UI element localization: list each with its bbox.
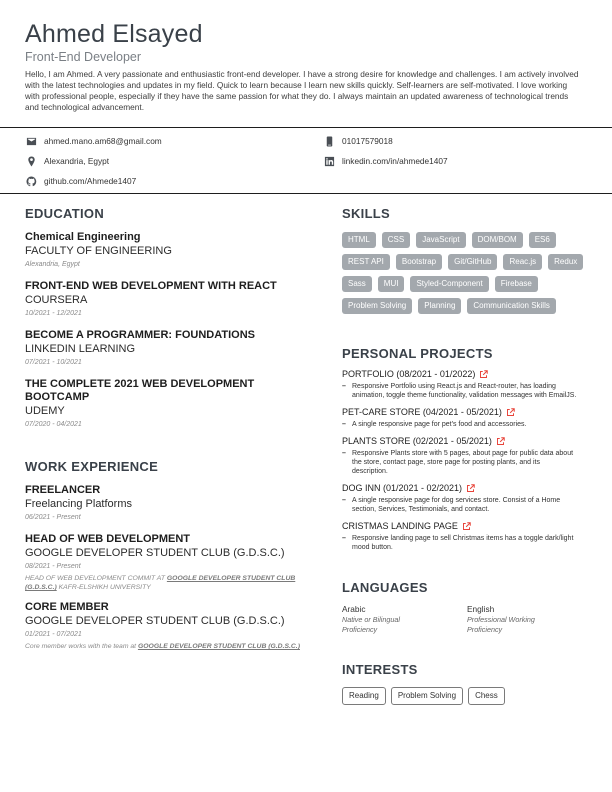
skill-tag: Firebase (495, 276, 538, 292)
job-title: FREELANCER (25, 484, 101, 496)
project-name: CRISTMAS LANDING PAGE (342, 521, 458, 531)
job-description (25, 574, 315, 592)
summary-text: Hello, I am Ahmed. A very passionate and enthusiastic front-end developer. I have a strong desire for knowledge and challenges. I am actively involved with the latest technologies and updates in my field. Quick to learn because I learn new skills quickly. Self-learners are self-motivated. I love working with professional people, especially if they have the same passion for what they do. I always maintain an updated awareness of technological trends and technological advancement. (25, 69, 579, 112)
education-item (25, 378, 315, 431)
school-name: UDEMY (25, 405, 65, 417)
skill-tag: ES6 (529, 232, 556, 248)
project-description (342, 420, 592, 429)
skills-heading: SKILLS (342, 206, 391, 221)
education-meta: 07/2020 - 04/2021 (25, 421, 82, 428)
project-description (342, 449, 592, 476)
skill-tag: CSS (382, 232, 410, 248)
bullet-dash: – (342, 383, 346, 390)
job-note-prefix: HEAD OF WEB DEVELOPMENT COMMIT AT (25, 575, 167, 582)
project-description-text: Responsive landing page to sell Christmas items has a toggle dark/light mood button. (352, 535, 574, 551)
contact-bar (0, 127, 612, 194)
candidate-name: Ahmed Elsayed (25, 20, 203, 48)
degree-title: FRONT-END WEB DEVELOPMENT WITH REACT (25, 280, 277, 292)
job-item (25, 533, 315, 592)
organization-link[interactable]: GOOGLE DEVELOPER STUDENT CLUB (G.D.S.C.) (25, 575, 296, 591)
personal-projects-heading: PERSONAL PROJECTS (342, 346, 493, 361)
degree-title: THE COMPLETE 2021 WEB DEVELOPMENT BOOTCAMP (25, 378, 255, 403)
education-meta: 10/2021 - 12/2021 (25, 310, 82, 317)
skill-tag: JavaScript (416, 232, 465, 248)
project-name: PORTFOLIO (08/2021 - 01/2022) (342, 369, 476, 379)
job-title: HEAD OF WEB DEVELOPMENT (25, 533, 191, 545)
interests-heading: INTERESTS (342, 662, 418, 677)
project-item (342, 436, 592, 476)
project-name: PET-CARE STORE (04/2021 - 05/2021) (342, 407, 502, 417)
skill-tag: Problem Solving (342, 298, 412, 314)
job-organization: GOOGLE DEVELOPER STUDENT CLUB (G.D.S.C.) (25, 615, 285, 627)
work-experience-heading: WORK EXPERIENCE (25, 459, 159, 474)
skill-tag: REST API (342, 254, 390, 270)
job-description (25, 642, 315, 651)
skill-tag: MUI (378, 276, 405, 292)
project-description (342, 382, 592, 400)
job-dates: 08/2021 - Present (25, 563, 81, 570)
bullet-dash: – (342, 535, 346, 542)
contact-location (25, 155, 109, 167)
language-item (342, 604, 467, 634)
language-name: Arabic (342, 604, 366, 614)
skill-tag: Bootstrap (396, 254, 442, 270)
skill-tag: Styled-Component (410, 276, 488, 292)
job-organization: Freelancing Platforms (25, 498, 132, 510)
bullet-dash: – (342, 421, 346, 428)
project-item (342, 483, 592, 514)
job-organization: GOOGLE DEVELOPER STUDENT CLUB (G.D.S.C.) (25, 547, 285, 559)
phone-text: 01017579018 (342, 136, 393, 146)
language-name: English (467, 604, 495, 614)
project-item (342, 369, 592, 400)
project-name: PLANTS STORE (02/2021 - 05/2021) (342, 436, 492, 446)
project-title-row[interactable] (342, 369, 592, 380)
interests-list (342, 687, 592, 705)
skill-tag: Communication Skills (467, 298, 555, 314)
interest-tag: Problem Solving (391, 687, 463, 705)
right-column (342, 206, 592, 705)
education-item (25, 280, 315, 320)
resume-header (25, 20, 590, 113)
interest-tag: Reading (342, 687, 386, 705)
candidate-role: Front-End Developer (25, 50, 142, 64)
github-icon (25, 175, 37, 187)
linkedin-icon (323, 155, 335, 167)
project-description-text: A single responsive page for pet's food and accessories. (352, 421, 527, 428)
degree-title: Chemical Engineering (25, 231, 141, 243)
skill-tag: Sass (342, 276, 372, 292)
education-item (25, 231, 315, 271)
languages-list (342, 604, 592, 634)
language-level: Professional Working Proficiency (467, 615, 535, 634)
bullet-dash: – (342, 497, 346, 504)
skill-tag: HTML (342, 232, 376, 248)
education-meta: Alexandria, Egypt (25, 261, 80, 268)
location-pin-icon (25, 155, 37, 167)
project-description-text: A single responsive page for dog services store. Consist of a Home section, Services, Testimonials, and contact. (352, 497, 561, 513)
project-description-text: Responsive Plants store with 5 pages, about page for public data about the store, contact page, store page for posting plants, and its description. (352, 450, 574, 475)
location-text: Alexandria, Egypt (44, 156, 110, 166)
education-item (25, 329, 315, 369)
degree-title: BECOME A PROGRAMMER: FOUNDATIONS (25, 329, 255, 341)
interest-tag: Chess (468, 687, 505, 705)
email-text: ahmed.mano.am68@gmail.com (44, 136, 162, 146)
envelope-icon (25, 135, 37, 147)
project-description (342, 496, 592, 514)
external-link-icon[interactable] (506, 408, 515, 417)
job-title: CORE MEMBER (25, 601, 109, 613)
job-note-prefix: Core member works with the team at (25, 643, 138, 650)
languages-heading: LANGUAGES (342, 580, 428, 595)
job-item (25, 484, 315, 524)
bullet-dash: – (342, 450, 346, 457)
project-title-row[interactable] (342, 521, 592, 532)
skill-tag: Planning (418, 298, 461, 314)
language-item (467, 604, 592, 634)
contact-email[interactable] (25, 135, 162, 147)
external-link-icon[interactable] (462, 522, 471, 531)
job-dates: 06/2021 - Present (25, 514, 81, 521)
education-meta: 07/2021 - 10/2021 (25, 359, 82, 366)
skill-tag: DOM/BOM (472, 232, 523, 248)
skill-tag: Git/GitHub (448, 254, 497, 270)
contact-linkedin[interactable] (323, 155, 448, 167)
job-note-suffix: KAFR-ELSHIKH UNIVERSITY (56, 584, 151, 591)
skills-list (342, 232, 592, 314)
project-title-row[interactable] (342, 436, 592, 447)
project-description-text: Responsive Portfolio using React.js and React-router, has loading animation, toggle theme functionality, validation messages with EmailJS. (352, 383, 577, 399)
project-name: DOG INN (01/2021 - 02/2021) (342, 483, 463, 493)
contact-phone[interactable] (323, 135, 393, 147)
skill-tag: Redux (548, 254, 583, 270)
school-name: COURSERA (25, 294, 88, 306)
project-title-row[interactable] (342, 407, 592, 418)
github-text: github.com/Ahmede1407 (44, 176, 137, 186)
job-dates: 01/2021 - 07/2021 (25, 631, 82, 638)
contact-github[interactable] (25, 175, 136, 187)
school-name: LINKEDIN LEARNING (25, 343, 136, 355)
external-link-icon[interactable] (466, 484, 475, 493)
project-description (342, 534, 592, 552)
project-item (342, 521, 592, 552)
external-link-icon[interactable] (479, 370, 488, 379)
education-heading: EDUCATION (25, 206, 105, 221)
organization-link[interactable]: GOOGLE DEVELOPER STUDENT CLUB (G.D.S.C.) (137, 643, 300, 650)
school-name: FACULTY OF ENGINEERING (25, 245, 172, 257)
projects-list (342, 369, 592, 552)
left-column (25, 206, 315, 651)
language-level: Native or Bilingual Proficiency (342, 615, 400, 634)
skill-tag: Reac.js (503, 254, 542, 270)
job-item (25, 601, 315, 651)
linkedin-text: linkedin.com/in/ahmede1407 (342, 156, 448, 166)
external-link-icon[interactable] (496, 437, 505, 446)
project-title-row[interactable] (342, 483, 592, 494)
project-item (342, 407, 592, 429)
phone-icon (323, 135, 335, 147)
